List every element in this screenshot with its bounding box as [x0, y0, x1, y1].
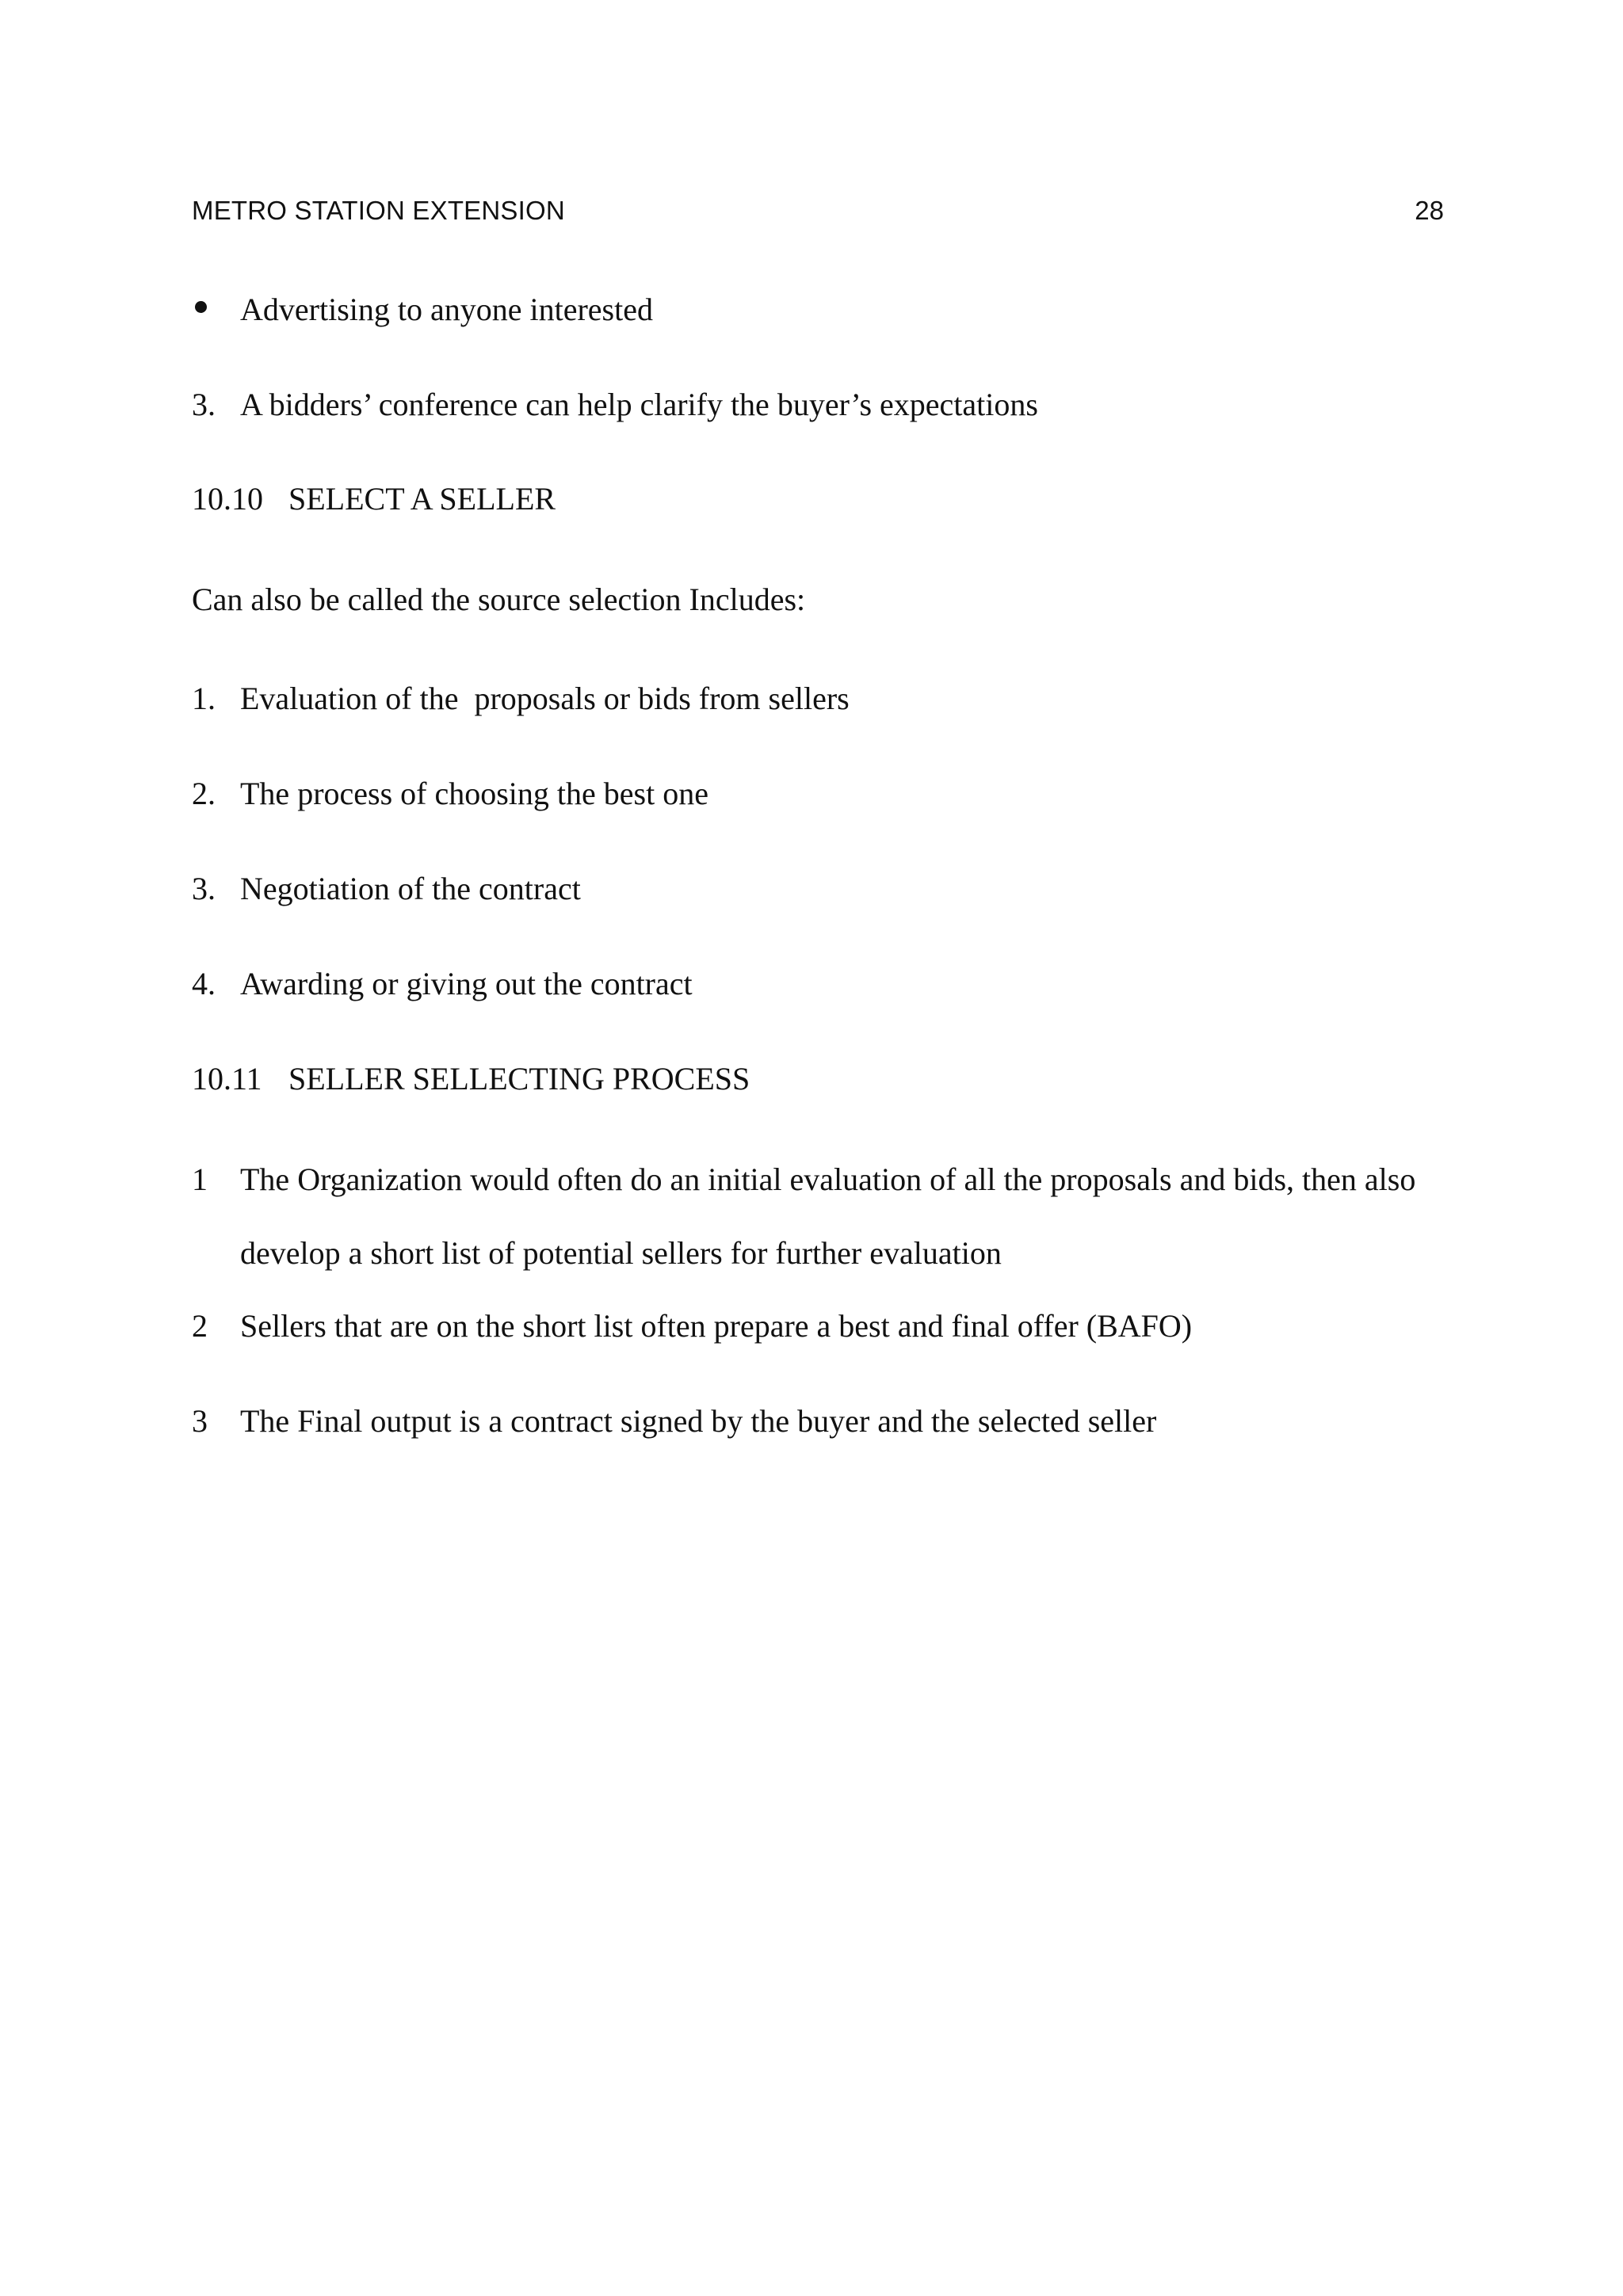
- list-marker: 3.: [192, 387, 216, 422]
- section-title: SELECT A SELLER: [288, 481, 556, 517]
- section-title: SELLER SELLECTING PROCESS: [288, 1061, 750, 1097]
- section-number: 10.10: [192, 481, 263, 517]
- page-number: 28: [1415, 196, 1444, 225]
- bullet-item-text: Advertising to anyone interested: [240, 292, 653, 327]
- list-item-text: The process of choosing the best one: [240, 776, 708, 811]
- list-marker: 1.: [192, 681, 216, 716]
- section-intro-paragraph: Can also be called the source selection Includes:: [192, 582, 806, 617]
- bullet-icon: [195, 301, 207, 313]
- list-item-text: A bidders’ conference can help clarify the buyer’s expectations: [240, 387, 1038, 422]
- list-marker: 2: [192, 1308, 208, 1344]
- list-marker: 2.: [192, 776, 216, 811]
- list-item-text: The Final output is a contract signed by the buyer and the selected seller: [240, 1403, 1157, 1439]
- section-number: 10.11: [192, 1061, 262, 1097]
- list-marker: 1: [192, 1161, 208, 1197]
- list-item-text: The Organization would often do an initial evaluation of all the proposals and bids, then also: [240, 1161, 1416, 1197]
- running-header-title: METRO STATION EXTENSION: [192, 196, 565, 225]
- list-item-text: Sellers that are on the short list often prepare a best and final offer (BAFO): [240, 1308, 1193, 1344]
- list-item-text: Negotiation of the contract: [240, 871, 581, 906]
- list-item-text: develop a short list of potential sellers for further evaluation: [240, 1235, 1002, 1271]
- list-marker: 3.: [192, 871, 216, 906]
- list-marker: 4.: [192, 966, 216, 1001]
- list-item-text: Evaluation of the proposals or bids from sellers: [240, 681, 850, 716]
- list-marker: 3: [192, 1403, 208, 1439]
- list-item-text: Awarding or giving out the contract: [240, 966, 693, 1001]
